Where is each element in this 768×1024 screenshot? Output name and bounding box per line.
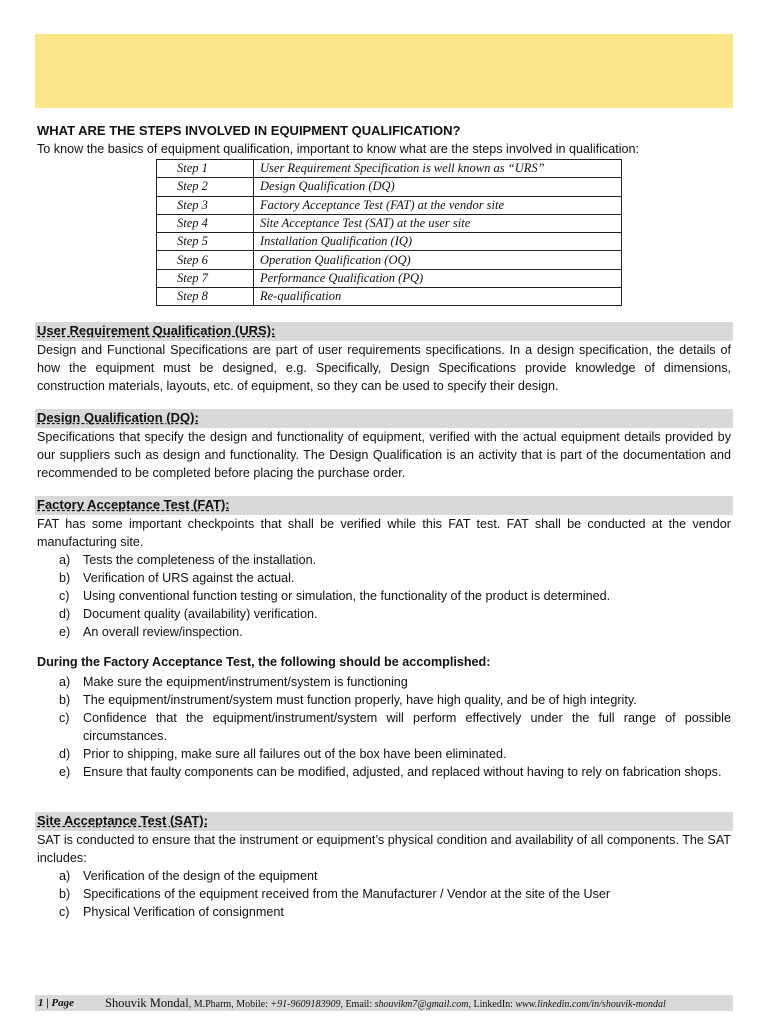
list-marker: c) — [59, 905, 70, 919]
step-row — [157, 178, 622, 196]
fat-body: FAT has some important checkpoints that shall be verified while this FAT test. FAT shall be conducted at the vendor manufacturing site. — [37, 517, 731, 549]
list-text: Tests the completeness of the installation. — [83, 553, 317, 567]
author-name: Shouvik Mondal — [105, 996, 189, 1010]
step-row — [157, 160, 622, 178]
email-link[interactable]: shouvikm7@gmail.com — [374, 999, 469, 1010]
step-row — [157, 214, 622, 232]
step-label: Step 5 — [157, 233, 254, 251]
list-marker: e) — [59, 765, 71, 779]
fat-title: Factory Acceptance Test (FAT): — [37, 497, 230, 512]
step-description: Operation Qualification (OQ) — [254, 251, 622, 269]
list-marker: d) — [59, 607, 71, 621]
step-label: Step 2 — [157, 178, 254, 196]
step-row — [157, 196, 622, 214]
list-text: Using conventional function testing or simulation, the functionality of the product is determined. — [83, 589, 611, 603]
list-marker: d) — [59, 747, 71, 761]
list-text: Document quality (availability) verification. — [83, 607, 318, 621]
list-text: Verification of the design of the equipment — [83, 869, 318, 883]
list-item — [37, 867, 731, 885]
list-item — [37, 691, 731, 709]
sat-list — [37, 867, 731, 921]
footer-info — [105, 995, 666, 1013]
fat-accomplish-title: During the Factory Acceptance Test, the following should be accomplished: — [37, 655, 491, 669]
step-label: Step 7 — [157, 269, 254, 287]
list-item — [37, 605, 731, 623]
list-text: Specifications of the equipment received from the Manufacturer / Vendor at the site of the User — [83, 887, 611, 901]
list-marker: e) — [59, 625, 71, 639]
list-item — [37, 569, 731, 587]
step-label: Step 1 — [157, 160, 254, 178]
fat-accomplish-list — [37, 673, 731, 781]
sat-title: Site Acceptance Test (SAT): — [37, 813, 208, 828]
list-text: Prior to shipping, make sure all failures out of the box have been eliminated. — [83, 747, 507, 761]
dq-title: Design Qualification (DQ): — [37, 410, 199, 425]
step-row — [157, 269, 622, 287]
list-item — [37, 587, 731, 605]
mobile-number: +91-9609183909 — [270, 999, 341, 1010]
step-label: Step 6 — [157, 251, 254, 269]
list-item — [37, 709, 731, 745]
list-text: Confidence that the equipment/instrument/system will perform effectively under the full range of possible circumstances. — [83, 711, 731, 743]
urs-title: User Requirement Qualification (URS): — [37, 323, 276, 338]
step-description: Performance Qualification (PQ) — [254, 269, 622, 287]
email-label: , Email: — [340, 999, 375, 1010]
list-marker: c) — [59, 589, 70, 603]
step-description: Site Acceptance Test (SAT) at the user site — [254, 214, 622, 232]
sat-body: SAT is conducted to ensure that the instrument or equipment’s physical condition and availability of all components. The SAT includes: — [37, 833, 731, 865]
list-item — [37, 673, 731, 691]
list-marker: a) — [59, 869, 71, 883]
list-marker: b) — [59, 571, 71, 585]
sat-section-header — [35, 812, 733, 831]
degree-label: , M.Pharm, Mobile: — [188, 999, 271, 1010]
list-marker: a) — [59, 675, 71, 689]
linkedin-link[interactable]: www.linkedin.com/in/shouvik-mondal — [515, 999, 666, 1010]
list-text: An overall review/inspection. — [83, 625, 243, 639]
step-row — [157, 288, 622, 306]
step-description: Installation Qualification (IQ) — [254, 233, 622, 251]
list-marker: b) — [59, 693, 71, 707]
step-description: Design Qualification (DQ) — [254, 178, 622, 196]
dq-section-header — [35, 409, 733, 428]
step-description: Factory Acceptance Test (FAT) at the vendor site — [254, 196, 622, 214]
list-item — [37, 745, 731, 763]
list-item — [37, 551, 731, 569]
linkedin-label: , LinkedIn: — [468, 999, 516, 1010]
step-description: Re-qualification — [254, 288, 622, 306]
step-label: Step 3 — [157, 196, 254, 214]
page-footer — [35, 995, 733, 1011]
page-heading: WHAT ARE THE STEPS INVOLVED IN EQUIPMENT QUALIFICATION? — [37, 123, 461, 138]
fat-section-header — [35, 496, 733, 515]
intro-text: To know the basics of equipment qualification, important to know what are the steps involved in qualification: — [37, 142, 640, 156]
list-text: The equipment/instrument/system must function properly, have high quality, and be of high integrity. — [83, 693, 637, 707]
dq-body: Specifications that specify the design and functionality of equipment, verified with the actual equipment details provided by our suppliers such as design and functionality. The Design Qualification is an activity that is part of the documentation and recommended to be completed before placing the purchase order. — [37, 430, 731, 480]
urs-body: Design and Functional Specifications are part of user requirements specifications. In a design specification, the details of how the equipment must be designed, e.g. Specifically, Design Specifications provide knowledge of dimensions, construction materials, layouts, etc. of equipment, so they can be used to specify their design. — [37, 343, 731, 393]
header-banner — [35, 34, 733, 108]
fat-list — [37, 551, 731, 641]
page-number: 1 | Page — [38, 997, 75, 1009]
list-text: Make sure the equipment/instrument/system is functioning — [83, 675, 408, 689]
list-item — [37, 903, 731, 921]
step-row — [157, 233, 622, 251]
step-label: Step 4 — [157, 214, 254, 232]
list-marker: c) — [59, 711, 70, 725]
list-item — [37, 885, 731, 903]
list-item — [37, 623, 731, 641]
list-text: Physical Verification of consignment — [83, 905, 284, 919]
step-label: Step 8 — [157, 288, 254, 306]
list-marker: b) — [59, 887, 71, 901]
list-item — [37, 763, 731, 781]
list-marker: a) — [59, 553, 71, 567]
urs-section-header — [35, 322, 733, 341]
list-text: Ensure that faulty components can be modified, adjusted, and replaced without having to rely on fabrication shops. — [83, 765, 722, 779]
step-description: User Requirement Specification is well known as “URS” — [254, 160, 622, 178]
list-text: Verification of URS against the actual. — [83, 571, 295, 585]
steps-table — [156, 159, 622, 306]
step-row — [157, 251, 622, 269]
